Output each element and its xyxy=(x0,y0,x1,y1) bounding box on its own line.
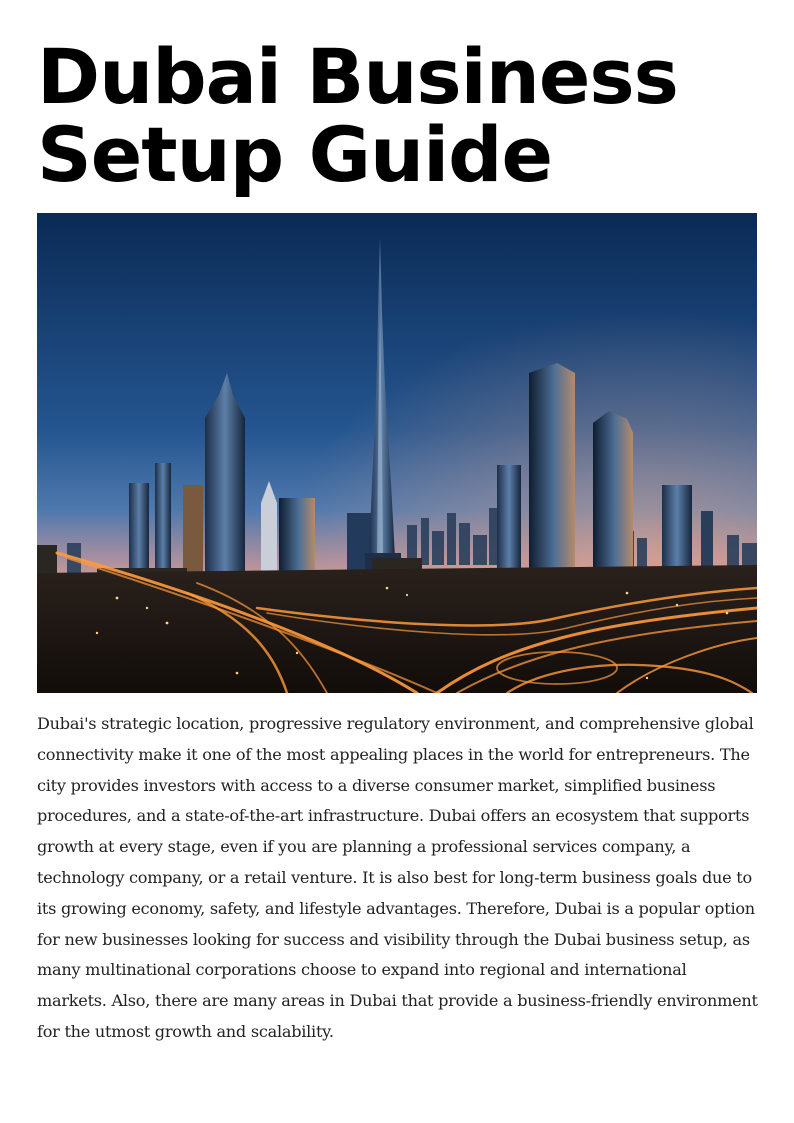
hero-image xyxy=(37,213,757,693)
dubai-skyline-illustration xyxy=(37,213,757,693)
intro-paragraph: Dubai's strategic location, progressive regulatory environment, and comprehensive global connectivity make it one of the most appealing places in the world for entrepreneurs. The city provides investors with access to a diverse consumer market, simplified business procedures, and a state-of-the-art infrastructure. Dubai offers an ecosystem that supports growth at every stage, even if you are planning a professional services company, a technology company, or a retail venture. It is also best for long-term business goals due to its growing economy, safety, and lifestyle advantages. Therefore, Dubai is a popular option for new businesses looking for success and visibility through the Dubai business setup, as many multinational corporations choose to expand into regional and international markets. Also, there are many areas in Dubai that provide a business-friendly environment for the utmost growth and scalability. xyxy=(37,714,758,1041)
page-title: Dubai Business Setup Guide xyxy=(37,32,678,199)
